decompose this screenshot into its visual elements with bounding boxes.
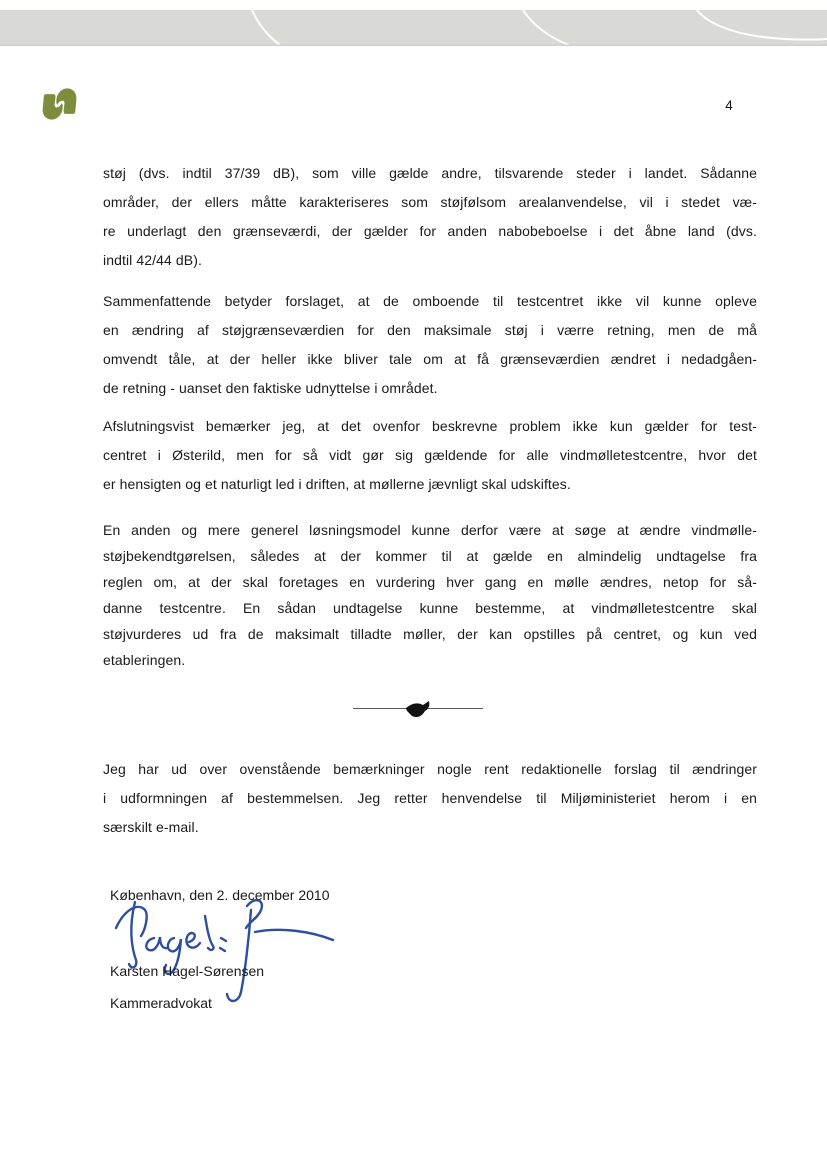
paragraph-line: En anden og mere generel løsningsmodel kunne derfor være at søge at ændre vindmølle- bbox=[103, 522, 757, 538]
paragraph bbox=[103, 517, 757, 673]
paragraph bbox=[103, 287, 757, 403]
signatory-name: Karsten Hagel-Sørensen bbox=[110, 963, 265, 979]
paragraph-line: Jeg har ud over ovenstående bemærkninger nogle rent redaktionelle forslag til ændringer bbox=[103, 761, 757, 777]
logo-icon bbox=[42, 84, 78, 124]
paragraph-line: støjvurderes ud fra de maksimalt tilladte møller, der kan opstilles på centret, og kun ved bbox=[103, 626, 757, 642]
paragraph-line: er hensigten og et naturligt led i driften, at møllerne jævnligt skal udskiftes. bbox=[103, 476, 571, 492]
paragraph-line: særskilt e-mail. bbox=[103, 819, 199, 835]
paragraph bbox=[103, 755, 757, 842]
paragraph-line: reglen om, at der skal foretages en vurdering hver gang en mølle ændres, netop for så- bbox=[103, 574, 757, 590]
paragraph-line: støj (dvs. indtil 37/39 dB), som ville gælde andre, tilsvarende steder i landet. Sådanne bbox=[103, 165, 757, 181]
paragraph bbox=[103, 412, 757, 499]
scan-band-graphic bbox=[0, 10, 827, 46]
signatory-title: Kammeradvokat bbox=[110, 995, 212, 1011]
paragraph bbox=[103, 159, 757, 275]
section-separator bbox=[353, 696, 483, 722]
paragraph-line: en ændring af støjgrænseværdien for den maksimale støj i værre retning, men de må bbox=[103, 322, 757, 338]
kammeradvokaten-logo bbox=[42, 84, 78, 124]
paragraph-line: Afslutningsvist bemærker jeg, at det ovenfor beskrevne problem ikke kun gælder for test- bbox=[103, 418, 757, 434]
header-scan-band bbox=[0, 10, 827, 46]
paragraph-line: etableringen. bbox=[103, 652, 186, 668]
paragraph-line: centret i Østerild, men for så vidt gør sig gældende for alle vindmølletestcentre, hvor det bbox=[103, 447, 757, 463]
paragraph-line: de retning - uanset den faktiske udnyttelse i området. bbox=[103, 380, 438, 396]
ornament-icon bbox=[405, 699, 431, 721]
paragraph-line: Sammenfattende betyder forslaget, at de omboende til testcentret ikke vil kunne opleve bbox=[103, 293, 757, 309]
paragraph-line: danne testcentre. En sådan undtagelse kunne bestemme, at vindmølletestcentre skal bbox=[103, 600, 757, 616]
paragraph-line: re underlagt den grænseværdi, der gælder for anden nabobeboelse i det åbne land (dvs. bbox=[103, 223, 757, 239]
paragraph-line: områder, der ellers måtte karakteriseres som støjfølsom arealanvendelse, vil i stedet væ- bbox=[103, 194, 757, 210]
paragraph-line: støjbekendtgørelsen, således at der kommer til at gælde en almindelig undtagelse fra bbox=[103, 548, 757, 564]
dateline: København, den 2. december 2010 bbox=[110, 887, 330, 903]
paragraph-line: i udformningen af bestemmelsen. Jeg retter henvendelse til Miljøministeriet herom i en bbox=[103, 790, 757, 806]
paragraph-line: omvendt tåle, at der heller ikke bliver tale om at få grænseværdien ændret i nedadgåen- bbox=[103, 351, 757, 367]
paragraph-line: indtil 42/44 dB). bbox=[103, 252, 202, 268]
page-number: 4 bbox=[725, 98, 733, 113]
